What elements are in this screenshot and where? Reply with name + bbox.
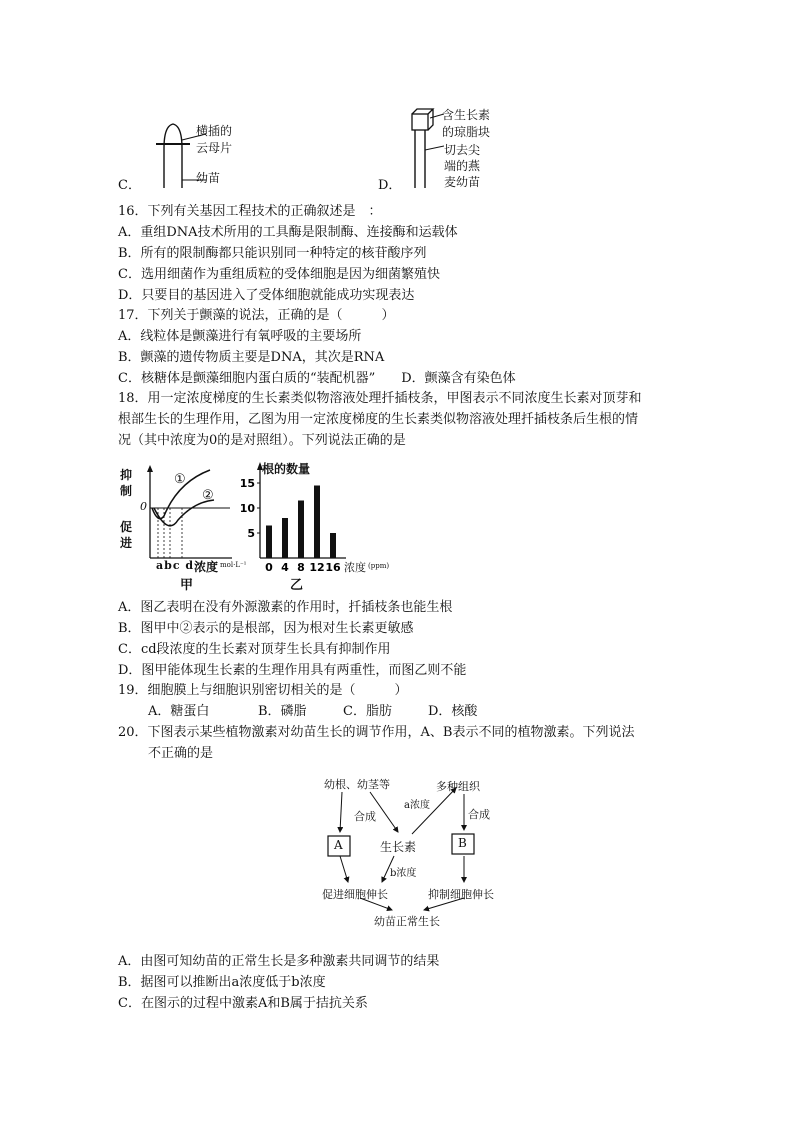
q19-stem: 19．细胞膜上与细胞识别密切相关的是（ ）: [118, 683, 408, 698]
diagram-box-a: A: [334, 838, 343, 852]
q19-option-c: C．脂肪: [343, 704, 392, 719]
q20-option-b: B．据图可以推断出a浓度低于b浓度: [118, 975, 326, 990]
q18-stem-3: 况（其中浓度为0的是对照组）。下列说法正确的是: [118, 433, 406, 448]
y-tick-label: 5: [247, 527, 255, 540]
bar-4: [282, 518, 288, 558]
q20-stem-2: 不正确的是: [148, 746, 214, 761]
chart-jia-caption: 甲: [180, 578, 194, 593]
bar-0: [266, 526, 272, 559]
q16-stem: 16．下列有关基因工程技术的正确叙述是 ：: [118, 204, 382, 219]
x-tick-label-16: 16: [325, 561, 341, 574]
chart-yi: [240, 458, 398, 574]
q18-option-c: C．cd段浓度的生长素对顶芽生长具有抑制作用: [118, 642, 391, 657]
curve-2: [154, 500, 214, 526]
chart-yi-ylabel: 根的数量: [262, 462, 311, 476]
q18-stem-1: 18．用一定浓度梯度的生长素类似物溶液处理扦插枝条，甲图表示不同浓度生长素对顶芽和: [118, 391, 642, 406]
agar-label-1: 含生长素: [442, 108, 491, 122]
y-bot-2: 进: [120, 536, 133, 550]
hormone-diagram: [320, 772, 504, 932]
q16-option-d: D．只要目的基因进入了受体细胞就能成功实现表达: [118, 288, 415, 303]
chart-yi-xunit: (ppm): [368, 562, 390, 570]
diagram-a-conc: a浓度: [404, 800, 430, 811]
q20-option-a: A．由图可知幼苗的正常生长是多种激素共同调节的结果: [118, 954, 440, 969]
diagram-normal: 幼苗正常生长: [374, 915, 440, 928]
diagram-tissues: 多种组织: [436, 780, 480, 793]
y-tick-label: 10: [240, 502, 255, 515]
y-bot-1: 促: [120, 520, 133, 534]
q18-stem-2: 根部生长的生理作用，乙图为用一定浓度梯度的生长素类似物溶液处理扦插枝条后生根的情: [118, 412, 639, 427]
diagram-promote: 促进细胞伸长: [322, 888, 388, 901]
q19-option-d: D．核酸: [428, 704, 478, 719]
x-unit: mol·L⁻¹: [220, 561, 247, 569]
curve-2-label: ②: [202, 488, 214, 503]
chart-jia: [118, 462, 247, 574]
y-tick-label: 15: [240, 477, 255, 490]
q16-option-a: A．重组DNA技术所用的工具酶是限制酶、连接酶和运载体: [118, 225, 458, 240]
x-points: abc d: [156, 559, 195, 572]
figure-c: [118, 110, 318, 192]
mica-label-2: 云母片: [196, 141, 233, 155]
q17-option-b: B．颤藻的遗传物质主要是DNA，其次是RNA: [118, 350, 385, 365]
decapitated-oat-seedling-drawing: [404, 106, 444, 192]
bar-16: [330, 533, 336, 558]
diagram-synth-right: 合成: [468, 808, 490, 821]
cut-label-3: 麦幼苗: [444, 175, 481, 189]
x-label: 浓度: [194, 560, 219, 574]
y-zero: 0: [140, 500, 147, 513]
curve-1-label: ①: [174, 472, 186, 487]
cut-label-2: 端的燕: [444, 159, 481, 173]
q18-option-b: B．图甲中②表示的是根部，因为根对生长素更敏感: [118, 621, 414, 636]
y-top-2: 制: [120, 484, 133, 498]
x-tick-label-8: 8: [297, 561, 305, 574]
q18-option-d: D．图甲能体现生长素的生理作用具有两重性，而图乙则不能: [118, 663, 467, 678]
diagram-synth-left: 合成: [354, 810, 376, 823]
q16-option-b: B．所有的限制酶都只能识别同一种特定的核苷酸序列: [118, 246, 427, 261]
cut-label-1: 切去尖: [444, 143, 481, 157]
y-top-1: 抑: [120, 468, 133, 482]
diagram-b-conc: b浓度: [390, 868, 417, 879]
diagram-inhibit: 抑制细胞伸长: [428, 888, 494, 901]
q17-option-cd: C．核糖体是颤藻细胞内蛋白质的“装配机器” D．颤藻含有染色体: [118, 371, 516, 386]
diagram-source: 幼根、幼茎等: [324, 778, 390, 791]
bar-12: [314, 486, 320, 559]
figure-d-letter: D．: [378, 178, 402, 193]
mica-label-1: 横插的: [196, 124, 233, 138]
x-tick-label-4: 4: [281, 561, 289, 574]
figure-c-letter: C．: [118, 178, 141, 193]
x-tick-label-12: 12: [309, 561, 325, 574]
diagram-box-b: B: [458, 836, 467, 850]
q20-option-c: C．在图示的过程中激素A和B属于拮抗关系: [118, 996, 368, 1011]
q17-option-a: A．线粒体是颤藻进行有氧呼吸的主要场所: [118, 329, 362, 344]
x-tick-label-0: 0: [265, 561, 273, 574]
chart-yi-caption: 乙: [290, 578, 304, 593]
q16-option-c: C．选用细菌作为重组质粒的受体细胞是因为细菌繁殖快: [118, 267, 440, 282]
q18-option-a: A．图乙表明在没有外源激素的作用时，扦插枝条也能生根: [118, 600, 453, 615]
seedling-label: 幼苗: [196, 171, 221, 185]
diagram-auxin: 生长素: [380, 840, 417, 854]
q19-option-a: A．糖蛋白: [148, 704, 210, 719]
q19-options: [148, 703, 477, 721]
agar-label-2: 的琼脂块: [442, 125, 491, 139]
bar-8: [298, 501, 304, 559]
figure-d: [378, 104, 518, 192]
chart-yi-xlabel: 浓度: [344, 561, 366, 574]
q20-stem-1: 20．下图表示某些植物激素对幼苗生长的调节作用，A、B表示不同的植物激素。下列说法: [118, 725, 635, 740]
q19-option-b: B．磷脂: [258, 704, 307, 719]
q17-stem: 17．下列关于颤藻的说法，正确的是（ ）: [118, 308, 395, 323]
